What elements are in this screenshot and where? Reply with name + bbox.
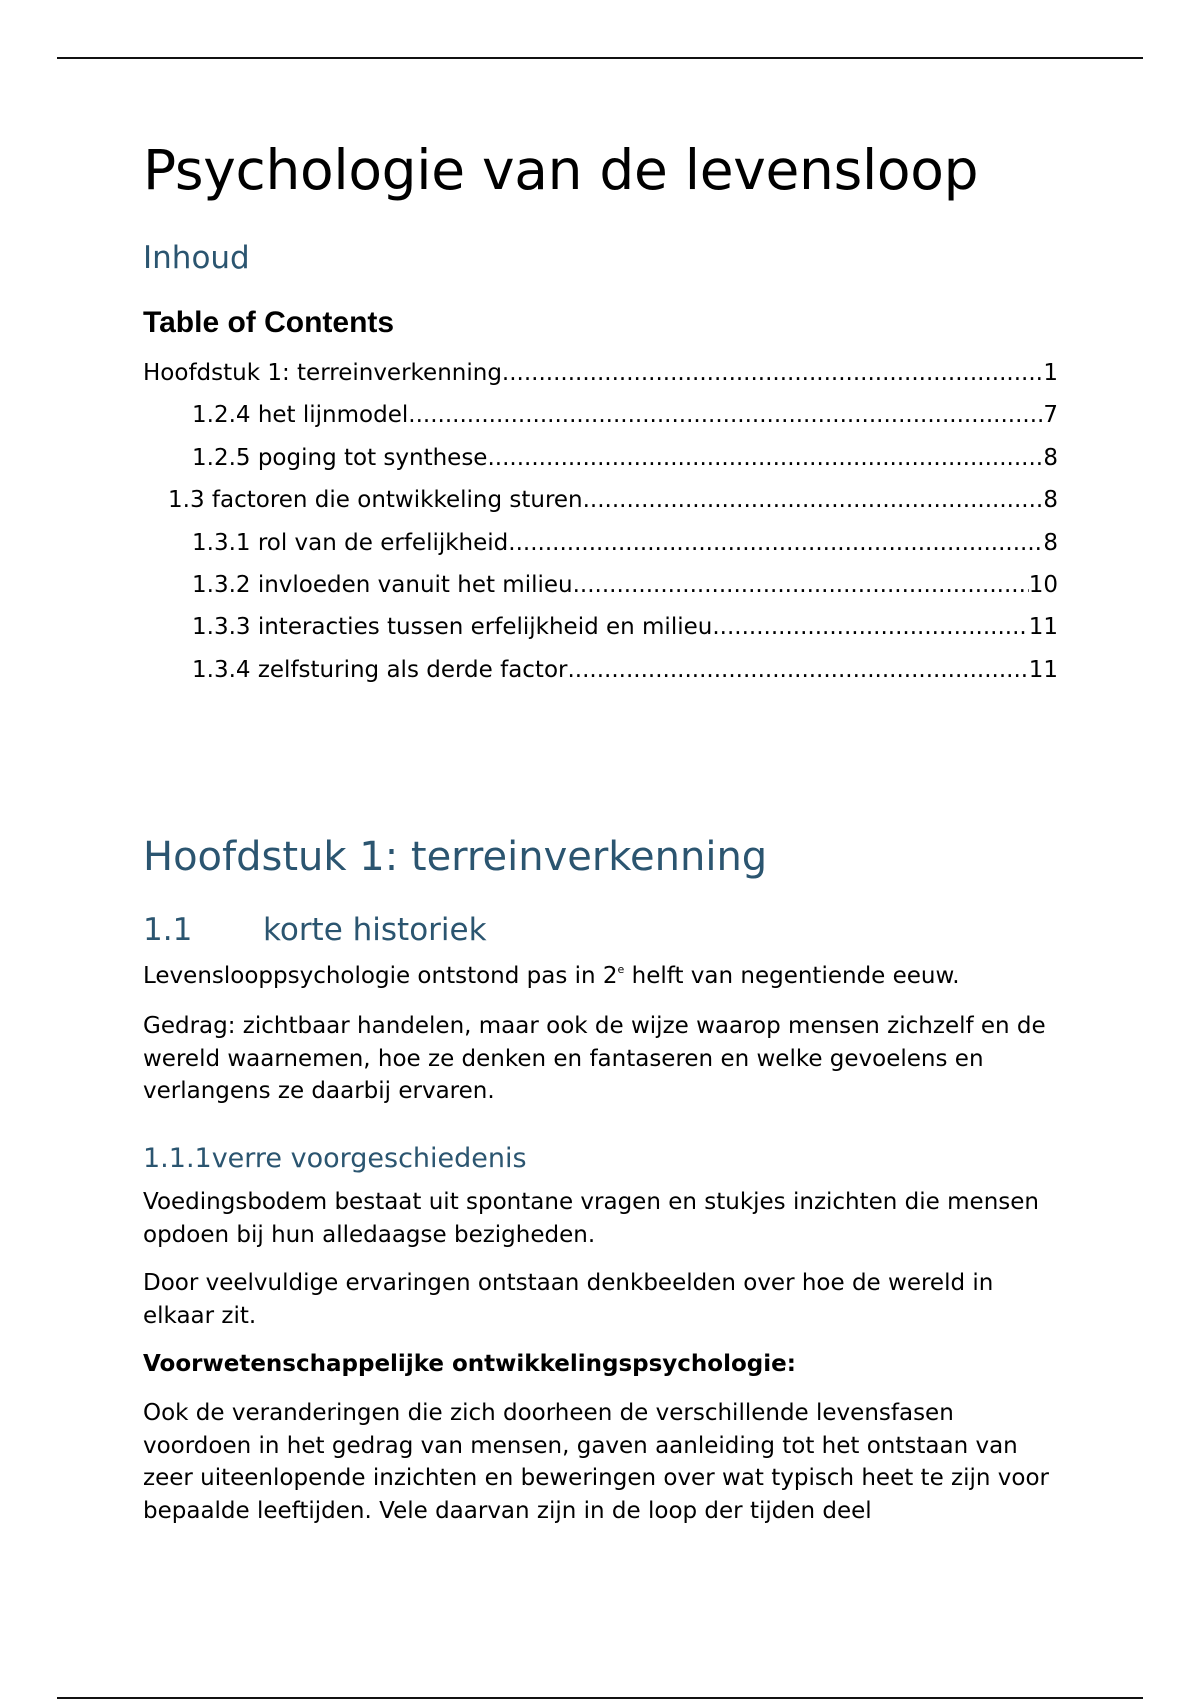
paragraph: Ook de veranderingen die zich doorheen de verschillende levensfasen voordoen in het gedrag van mensen, gaven aanleiding tot het ontstaan van zeer uiteenlopende inzichten en beweringen over wat typisch heet te zijn voor bepaalde leeftijden. Vele daarvan zijn in de loop der tijden deel (143, 1400, 1049, 1524)
section-heading (143, 912, 487, 948)
toc-leader-dots (408, 394, 1043, 436)
toc-entry-label: 1.3.3 interacties tussen erfelijkheid en milieu (192, 614, 713, 641)
toc-entry-label: 1.2.5 poging tot synthese (192, 444, 488, 471)
table-of-contents (143, 352, 1058, 691)
paragraph-text: Levenslooppsychologie ontstond pas in 2 (143, 963, 618, 989)
toc-entry-page: 8 (1043, 487, 1058, 514)
toc-entry[interactable] (143, 394, 1058, 436)
toc-entry[interactable] (143, 564, 1058, 606)
toc-entry[interactable] (143, 606, 1058, 648)
document-title: Psychologie van de levensloop (143, 138, 979, 202)
header-rule (57, 57, 1143, 59)
toc-leader-dots (567, 649, 1028, 691)
toc-entry-label: Hoofdstuk 1: terreinverkenning (143, 360, 502, 386)
toc-entry-label: 1.3.2 invloeden vanuit het milieu (192, 571, 573, 598)
toc-entry[interactable] (143, 352, 1058, 394)
toc-leader-dots (502, 352, 1043, 394)
paragraph (143, 960, 1058, 993)
toc-entry-page: 7 (1043, 402, 1058, 429)
toc-entry[interactable] (143, 522, 1058, 564)
toc-entry-page: 11 (1028, 614, 1058, 641)
footer-rule (57, 1697, 1143, 1699)
toc-leader-dots (573, 564, 1029, 606)
toc-leader-dots (583, 479, 1044, 521)
toc-entry-label: 1.2.4 het lijnmodel (192, 402, 409, 429)
paragraph: Gedrag: zichtbaar handelen, maar ook de wijze waarop mensen zichzelf en de wereld waarnemen, hoe ze denken en fantaseren en welke gevoelens en verlangens ze daarbij ervaren. (143, 1013, 1046, 1104)
toc-entry-page: 1 (1043, 360, 1058, 386)
toc-entry-label: 1.3.1 rol van de erfelijkheid (192, 529, 509, 556)
subsection-heading: 1.1.1verre voorgeschiedenis (143, 1143, 527, 1174)
paragraph: Voedingsbodem bestaat uit spontane vragen en stukjes inzichten die mensen opdoen bij hun alledaagse bezigheden. (143, 1189, 1039, 1248)
section-number: 1.1 (143, 912, 193, 948)
toc-entry-page: 8 (1043, 444, 1058, 471)
toc-leader-dots (508, 522, 1043, 564)
toc-entry[interactable] (143, 479, 1058, 521)
section-title: korte historiek (263, 912, 487, 948)
superscript: e (617, 963, 625, 976)
bold-label: Voorwetenschappelijke ontwikkelingspsychologie: (143, 1351, 796, 1377)
toc-leader-dots (712, 606, 1028, 648)
toc-entry[interactable] (143, 649, 1058, 691)
toc-entry-page: 10 (1028, 571, 1058, 598)
toc-entry-label: 1.3.4 zelfsturing als derde factor (192, 656, 568, 683)
toc-leader-dots (487, 437, 1043, 479)
toc-entry-page: 8 (1043, 529, 1058, 556)
contents-heading: Inhoud (143, 240, 250, 276)
paragraph-text: helft van negentiende eeuw. (624, 963, 960, 989)
paragraph: Door veelvuldige ervaringen ontstaan denkbeelden over hoe de wereld in elkaar zit. (143, 1270, 994, 1329)
toc-entry-page: 11 (1028, 656, 1058, 683)
toc-entry[interactable] (143, 437, 1058, 479)
toc-heading: Table of Contents (143, 306, 395, 339)
toc-entry-label: 1.3 factoren die ontwikkeling sturen (168, 487, 583, 514)
chapter-heading: Hoofdstuk 1: terreinverkenning (143, 834, 768, 880)
